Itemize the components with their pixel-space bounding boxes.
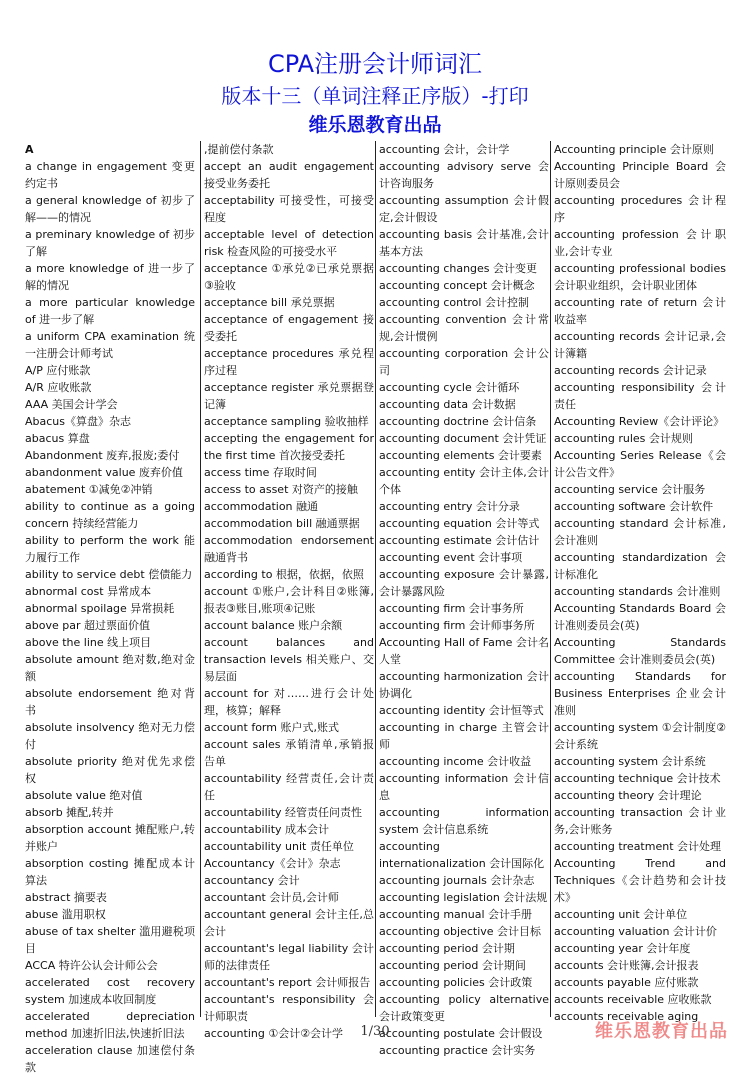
glossary-entry: A/P 应付账款 (25, 364, 91, 377)
glossary-entry: accounting system ①会计制度②会计系统 (554, 721, 726, 751)
glossary-entry: Abacus《算盘》杂志 (25, 415, 131, 428)
glossary-entry: accounting Standards for Business Enterprises 企业会计准则 (554, 670, 726, 717)
glossary-entry: accounting software 会计软件 (554, 500, 714, 513)
glossary-entry: Accounting Standards Committee 会计准则委员会(英) (554, 636, 726, 666)
glossary-entry: accounts 会计账簿,会计报表 (554, 959, 699, 972)
glossary-entry: account balances and transaction levels 相关账户、交易层面 (204, 636, 374, 683)
glossary-entry: accounts receivable 应收账款 (554, 993, 712, 1006)
glossary-entry: accounting postulate 会计假设 (379, 1027, 543, 1040)
glossary-entry: accounting information system 会计信息系统 (379, 806, 549, 836)
glossary-entry: accounting profession 会计职业,会计专业 (554, 228, 726, 258)
glossary-entry: accounting advisory serve 会计咨询服务 (379, 160, 549, 190)
glossary-entry: abatement ①减免②冲销 (25, 483, 153, 496)
glossary-entry: accounting harmonization 会计协调化 (379, 670, 549, 700)
glossary-entry: accounting assumption 会计假定,会计假设 (379, 194, 549, 224)
glossary-entry: acceptance bill 承兑票据 (204, 296, 335, 309)
glossary-entry: acceptable level of detection risk 检查风险的可接受水平 (204, 228, 374, 258)
glossary-entry: Abandonment 废弃,报废;委付 (25, 449, 180, 462)
glossary-entry: accept an audit engagement 接受业务委托 (204, 160, 374, 190)
glossary-entry: Accounting Principle Board 会计原则委员会 (554, 160, 726, 190)
glossary-entry: accelerated cost recovery system 加速成本收回制度 (25, 976, 195, 1006)
glossary-entry: accountancy 会计 (204, 874, 300, 887)
glossary-entry: accommodation endorsement 融通背书 (204, 534, 374, 564)
glossary-entry: ,提前偿付条款 (204, 143, 274, 156)
glossary-entry: accounting policies 会计政策 (379, 976, 533, 989)
glossary-entry: accounting concept 会计概念 (379, 279, 535, 292)
glossary-entry: accounting firm 会计师事务所 (379, 619, 535, 632)
glossary-entry: accounting changes 会计变更 (379, 262, 538, 275)
glossary-entry: accounting ①会计②会计学 (204, 1027, 344, 1040)
glossary-entry: account balance 账户余额 (204, 619, 343, 632)
glossary-entry: acceleration clause 加速偿付条款 (25, 1044, 195, 1074)
glossary-entry: account sales 承销清单,承销报告单 (204, 738, 374, 768)
glossary-entry: acceptance ①承兑②已承兑票据③验收 (204, 262, 374, 292)
glossary-entry: a change in engagement 变更约定书 (25, 160, 195, 190)
glossary-entry: acceptability 可接受性，可接受程度 (204, 194, 374, 224)
glossary-entry: accounting service 会计服务 (554, 483, 706, 496)
glossary-entry: a uniform CPA examination 统一注册会计师考试 (25, 330, 195, 360)
glossary-entry: ability to continue as a going concern 持续经营能力 (25, 500, 195, 530)
glossary-entry: accounting cycle 会计循环 (379, 381, 520, 394)
glossary-entry: accounting information 会计信息 (379, 772, 549, 802)
glossary-entry: accountability 经营责任,会计责任 (204, 772, 374, 802)
glossary-entry: abnormal cost 异常成本 (25, 585, 152, 598)
glossary-entry: accounting convention 会计常规,会计惯例 (379, 313, 549, 343)
glossary-entry: accounting document 会计凭证 (379, 432, 547, 445)
glossary-entry: accounting period 会计期 (379, 942, 515, 955)
glossary-entry: accelerated depreciation method 加速折旧法,快速折旧法 (25, 1010, 195, 1040)
glossary-entry: accounting records 会计记录,会计簿籍 (554, 330, 726, 360)
glossary-entry: accounting procedures 会计程序 (554, 194, 726, 224)
glossary-entry: accepting the engagement for the first time 首次接受委托 (204, 432, 374, 462)
glossary-entry: ability to service debt 偿债能力 (25, 568, 193, 581)
glossary-entry: accounts receivable aging (554, 1010, 699, 1023)
glossary-entry: accounting responsibility 会计责任 (554, 381, 726, 411)
glossary-entry: accounting journals 会计杂志 (379, 874, 535, 887)
glossary-entry: accounting identity 会计恒等式 (379, 704, 544, 717)
glossary-entry: Accountancy《会计》杂志 (204, 857, 341, 870)
glossary-entry: accounting in charge 主管会计师 (379, 721, 549, 751)
glossary-entry: accounting year 会计年度 (554, 942, 691, 955)
glossary-entry: accounting legislation 会计法规 (379, 891, 548, 904)
glossary-entry: accounting entity 会计主体,会计个体 (379, 466, 549, 496)
glossary-entry: Accounting Review《会计评论》 (554, 415, 725, 428)
glossary-entry: acceptance register 承兑票据登记簿 (204, 381, 374, 411)
glossary-entry: accounting standardization 会计标准化 (554, 551, 726, 581)
glossary-entry: abnormal spoilage 异常损耗 (25, 602, 175, 615)
glossary-entry: accountability unit 责任单位 (204, 840, 354, 853)
glossary-entry: accountability 成本会计 (204, 823, 330, 836)
glossary-entry: accounting objective 会计目标 (379, 925, 542, 938)
glossary-entry: accounting period 会计期间 (379, 959, 526, 972)
glossary-entry: absorption costing 摊配成本计算法 (25, 857, 195, 887)
glossary-entry: a more knowledge of 进一步了解的情况 (25, 262, 195, 292)
glossary-entry: absolute value 绝对值 (25, 789, 143, 802)
glossary-entry: accountant's report 会计师报告 (204, 976, 371, 989)
glossary-entry: accounting system 会计系统 (554, 755, 706, 768)
glossary-entry: accounting treatment 会计处理 (554, 840, 722, 853)
glossary-entry: absolute endorsement 绝对背书 (25, 687, 195, 717)
glossary-entry: accountant's legal liability 会计师的法律责任 (204, 942, 374, 972)
glossary-column-2 (200, 141, 374, 1040)
glossary-entry: abacus 算盘 (25, 432, 90, 445)
glossary-entry: acceptance procedures 承兑程序过程 (204, 347, 374, 377)
glossary-entry: accounting valuation 会计计价 (554, 925, 717, 938)
glossary-entry: account ①账户,会计科目②账簿,报表③账目,账项④记账 (204, 585, 374, 615)
glossary-entry: accounting firm 会计事务所 (379, 602, 524, 615)
glossary-entry: according to 根据，依据，依照 (204, 568, 364, 581)
glossary-entry: a more particular knowledge of 进一步了解 (25, 296, 195, 326)
glossary-entry: accounting entry 会计分录 (379, 500, 520, 513)
glossary-entry: accounting technique 会计技术 (554, 772, 721, 785)
glossary-entry: accounting basis 会计基准,会计基本方法 (379, 228, 549, 258)
glossary-entry: Accounting principle 会计原则 (554, 143, 714, 156)
glossary-entry: Accounting Trend and Techniques《会计趋势和会计技术》 (554, 857, 726, 904)
glossary-entry: Accounting Standards Board 会计准则委员会(英) (554, 602, 726, 632)
glossary-entry: above par 超过票面价值 (25, 619, 150, 632)
glossary-entry: accountant 会计员,会计师 (204, 891, 339, 904)
glossary-entry: acceptance of engagement 接受委托 (204, 313, 374, 343)
page-number: 1/30 (360, 1024, 390, 1039)
glossary-entry: accounting unit 会计单位 (554, 908, 688, 921)
glossary-entry: abandonment value 废弃价值 (25, 466, 183, 479)
glossary-column-4 (550, 141, 726, 1023)
glossary-entry: ability to perform the work 能力履行工作 (25, 534, 195, 564)
glossary-entry: absorption account 摊配账户,转并账户 (25, 823, 195, 853)
glossary-entry: accounting practice 会计实务 (379, 1044, 536, 1057)
glossary-entry: accounting control 会计控制 (379, 296, 529, 309)
glossary-entry: accountability 经管责任问责性 (204, 806, 363, 819)
glossary-entry: accounts payable 应付账款 (554, 976, 699, 989)
glossary-entry: account for 对……进行会计处理，核算；解释 (204, 687, 374, 717)
glossary-entry: accounting estimate 会计估计 (379, 534, 540, 547)
publisher-line: 维乐恩教育出品 (308, 114, 442, 136)
glossary-entry: above the line 线上项目 (25, 636, 152, 649)
document-title: CPA注册会计师词汇 (267, 50, 483, 78)
glossary-entry: accounting standards 会计准则 (554, 585, 721, 598)
glossary-entry: absolute priority 绝对优先求偿权 (25, 755, 195, 785)
glossary-entry: accounting data 会计数据 (379, 398, 516, 411)
glossary-entry: accounting records 会计记录 (554, 364, 707, 377)
glossary-entry: account form 账户式,账式 (204, 721, 339, 734)
glossary-entry: accounting corporation 会计公司 (379, 347, 549, 377)
glossary-entry: accounting doctrine 会计信条 (379, 415, 537, 428)
glossary-entry: accounting manual 会计手册 (379, 908, 533, 921)
glossary-entry: accounting theory 会计理论 (554, 789, 702, 802)
glossary-entry: accounting elements 会计要素 (379, 449, 542, 462)
glossary-entry: absolute insolvency 绝对无力偿付 (25, 721, 195, 751)
glossary-entry: absorb 摊配,转并 (25, 806, 114, 819)
glossary-entry: accommodation 融通 (204, 500, 319, 513)
glossary-entry: Accounting Hall of Fame 会计名人堂 (379, 636, 549, 666)
glossary-entry: accountant's responsibility 会计师职责 (204, 993, 374, 1023)
glossary-entry: acceptance sampling 验收抽样 (204, 415, 369, 428)
glossary-entry: accounting exposure 会计暴露,会计暴露风险 (379, 568, 549, 598)
glossary-entry: accounting standard 会计标准,会计准则 (554, 517, 726, 547)
glossary-entry: accounting professional bodies 会计职业组织，会计职业团体 (554, 262, 726, 292)
glossary-entry: accounting policy alternative 会计政策变更 (379, 993, 549, 1023)
glossary-entry: accounting rate of return 会计收益率 (554, 296, 726, 326)
glossary-entry: accounting transaction 会计业务,会计账务 (554, 806, 726, 836)
glossary-entry: accounting equation 会计等式 (379, 517, 540, 530)
glossary-entry: ACCA 特许公认会计师公会 (25, 959, 158, 972)
glossary-entry: accounting internationalization 会计国际化 (379, 840, 545, 870)
glossary-column-1 (25, 141, 195, 1074)
glossary-entry: accounting income 会计收益 (379, 755, 532, 768)
glossary-entry: absolute amount 绝对数,绝对金额 (25, 653, 195, 683)
section-letter: A (25, 143, 34, 156)
glossary-entry: accountant general 会计主任,总会计 (204, 908, 374, 938)
glossary-entry: AAA 美国会计学会 (25, 398, 118, 411)
glossary-entry: accounting rules 会计规则 (554, 432, 693, 445)
glossary-entry: abstract 摘要表 (25, 891, 107, 904)
glossary-entry: A/R 应收账款 (25, 381, 92, 394)
glossary-entry: accommodation bill 融通票据 (204, 517, 360, 530)
glossary-entry: a general knowledge of 初步了解——的情况 (25, 194, 195, 224)
document-subtitle: 版本十三（单词注释正序版）-打印 (221, 84, 529, 108)
glossary-entry: accounting event 会计事项 (379, 551, 523, 564)
publisher-watermark: 维乐恩教育出品 (595, 1021, 728, 1042)
glossary-entry: abuse of tax shelter 滥用避税项目 (25, 925, 195, 955)
glossary-entry: Accounting Series Release《会计公告文件》 (554, 449, 726, 479)
glossary-entry: abuse 滥用职权 (25, 908, 106, 921)
glossary-entry: access time 存取时间 (204, 466, 317, 479)
glossary-entry: access to asset 对资产的接触 (204, 483, 358, 496)
glossary-entry: a preminary knowledge of 初步了解 (25, 228, 195, 258)
glossary-entry: accounting 会计，会计学 (379, 143, 510, 156)
